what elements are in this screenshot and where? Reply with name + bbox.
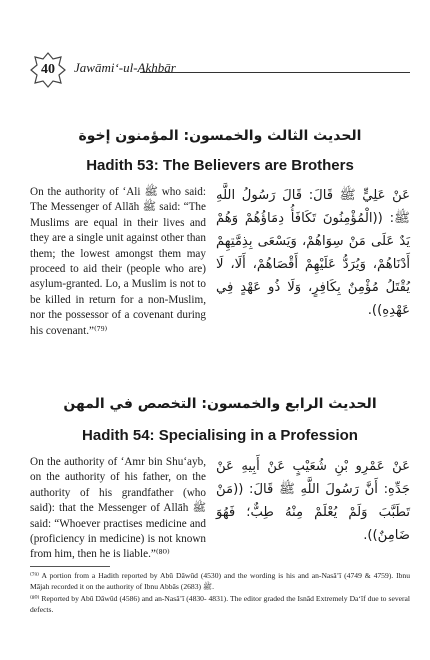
hadith-53-arabic-text: عَنْ عَلِيٍّ ﷺ قَالَ: قَالَ رَسُولُ اللَّهِ ﷺ: ((الْمُؤْمِنُونَ تَكَافَأُ دِمَاؤُهُمْ وَهُمْ يَدٌ عَلَى مَنْ سِوَاهُمْ، وَيَسْعَى بِذِمَّتِهِمْ أَدْنَاهُمْ، وَيُرَدُّ عَلَيْهِمْ أَقْصَاهُمْ، أَلَا، لَا يُقْتَلُ مُؤْمِنٌ بِكَافِرٍ، وَلَا ذُو عَهْدٍ فِي عَهْدِهِ)). — [216, 188, 410, 318]
footnote-80: ⁽⁸⁰⁾ Reported by Abū Dāwūd (4586) and an-Nasā’ī (4830- 4831). The editor graded the Isnād Extremely Da‘īf due to several defects. — [30, 594, 410, 614]
hadith-54-english-text: On the authority of ‘Amr bin Shu‘ayb, on the authority of his father, on the authority of his grandfather (who said): that the Messenger of Allāh ﷺ said: “Whoever practises medicine and (proficiency in medicine) is not known from him, then he is liable.”⁽⁸⁰⁾ — [30, 456, 206, 561]
hadith-53-english-title: Hadith 53: The Believers are Brothers — [86, 157, 354, 174]
hadith-53-english-text: On the authority of ‘Ali ﷺ who said: The Messenger of Allāh ﷺ said: “The Muslims are equal in their lives and they are a single unit against other than them; the lowest amongst them may proceed to aid their (people who are) asylum-granted. Lo, a Muslim is not to be killed in return for a non-Muslim, nor the possessor of a covenant during his covenant.”⁽⁷⁹⁾ — [30, 186, 206, 337]
page-header — [30, 60, 410, 86]
hadith-53-arabic-title: الحديث الثالث والخمسون: المؤمنون إخوة — [78, 128, 362, 144]
running-title: Jawāmi‘-ul-Akhbār — [74, 60, 176, 75]
footnote-rule — [30, 566, 110, 567]
footnote-79: ⁽⁷⁹⁾ A portion from a Hadith reported by Abū Dāwūd (4530) and the wording is his and an-Nasā’ī (4749 & 4759). Ibnu Mājah recorded it on the authority of Ibnu Abbās ﷺ (2683). — [30, 571, 410, 591]
hadith-54-english-title: Hadith 54: Specialising in a Profession — [82, 427, 358, 444]
page-number-star-ornament — [30, 52, 66, 88]
hadith-54-arabic-text: عَنْ عَمْرِو بْنِ شُعَيْبٍ عَنْ أَبِيهِ عَنْ جَدِّهِ: أَنَّ رَسُولَ اللَّهِ ﷺ قَالَ: ((مَنْ تَطَبَّبَ وَلَمْ يُعْلَمْ مِنْهُ طِبٌّ؛ فَهُوَ ضَامِنٌ)). — [216, 459, 410, 543]
header-rule — [140, 72, 410, 73]
hadith-54-arabic-title: الحديث الرابع والخمسون: التخصص في المهن — [63, 396, 377, 412]
page-number: 40 — [41, 62, 55, 77]
